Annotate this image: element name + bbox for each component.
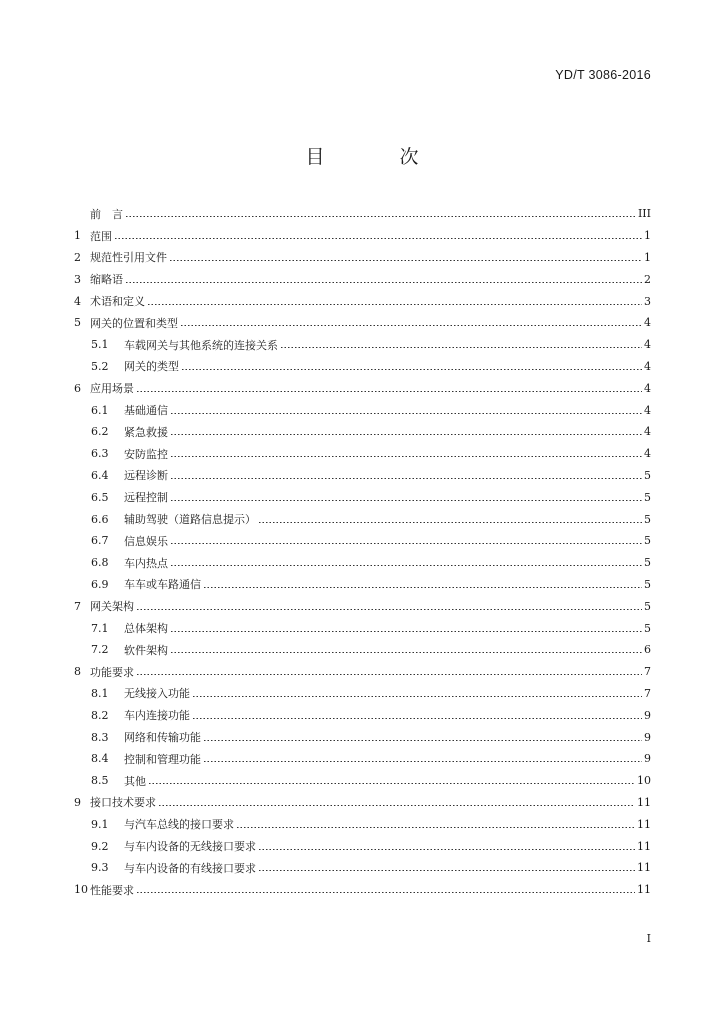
toc-entry[interactable] [74,770,651,792]
toc-entry-label: 基础通信 [124,404,168,418]
dot-leader [170,565,642,566]
toc-entry[interactable] [74,377,651,399]
toc-entry-label: 与车内设备的无线接口要求 [124,840,256,853]
dot-leader [170,631,642,632]
toc-entry-label: 远程控制 [124,491,168,505]
toc-entry[interactable] [74,443,651,465]
toc-entry-number: 6.3 [91,447,109,461]
toc-entry-number: 9.3 [91,861,109,875]
toc-entry-label: 性能要求 [90,883,134,897]
dot-leader [125,216,636,217]
toc-entry-label: 无线接入功能 [124,687,190,701]
dot-leader [258,870,635,871]
toc-entry[interactable] [74,835,651,857]
toc-entry-page: 5 [644,468,651,482]
toc-entry-page: 9 [644,730,651,744]
toc-entry[interactable] [74,312,651,334]
toc-entry-page: 6 [644,643,651,657]
toc-entry[interactable] [74,290,651,312]
toc-entry-page: 2 [644,272,651,286]
toc-entry[interactable] [74,465,651,487]
toc-entry-page: 5 [644,490,651,504]
toc-entry-number: 8.1 [91,686,109,700]
toc-entry-page: 4 [644,359,651,373]
dot-leader [170,434,642,435]
toc-entry-page: III [637,207,651,221]
toc-entry[interactable] [74,639,651,661]
dot-leader [170,543,642,544]
toc-entry[interactable] [74,726,651,748]
toc-entry-number: 1 [74,229,81,243]
toc-entry[interactable] [74,421,651,443]
toc-entry-label: 与车内设备的有线接口要求 [124,861,256,875]
toc-entry-number: 6.4 [91,468,109,482]
toc-entry-number: 5 [74,316,81,330]
toc-entry-page: 7 [644,665,651,679]
toc-entry[interactable] [74,203,651,225]
dot-leader [203,740,642,741]
dot-leader [203,761,642,762]
toc-entry[interactable] [74,356,651,378]
toc-entry-label: 功能要求 [90,665,134,679]
toc-entry-page: 4 [644,381,651,395]
toc-entry-number: 7 [74,599,81,613]
dot-leader [170,478,642,479]
dot-leader [203,587,642,588]
toc-entry-number: 2 [74,250,81,264]
toc-entry[interactable] [74,748,651,770]
toc-entry[interactable] [74,879,651,901]
toc-entry-label: 控制和管理功能 [124,752,201,766]
toc-entry-number: 6.9 [91,577,109,591]
toc-entry-label: 紧急救援 [124,425,168,439]
toc-entry-page: 10 [637,774,651,788]
toc-entry-label: 远程诊断 [124,469,168,483]
page-number: I [646,932,651,945]
toc-entry[interactable] [74,486,651,508]
toc-entry[interactable] [74,704,651,726]
toc-entry-number: 7.1 [91,621,109,635]
toc-entry-number: 9.2 [91,839,109,853]
toc-entry[interactable] [74,247,651,269]
dot-leader [192,696,642,697]
toc-entry-label: 前 言 [90,207,123,221]
toc-entry-label: 接口技术要求 [90,796,156,810]
toc-entry-page: 11 [637,883,651,897]
toc-entry-label: 缩略语 [90,273,123,287]
toc-entry-label: 网络和传输功能 [124,731,201,745]
dot-leader [170,500,642,501]
toc-entry[interactable] [74,530,651,552]
toc-entry-label: 网关的位置和类型 [90,316,178,330]
toc-entry-page: 5 [644,556,651,570]
toc-entry-number: 6 [74,381,81,395]
toc-entry-number: 6.5 [91,490,109,504]
standard-code: YD/T 3086-2016 [555,68,651,82]
toc-entry-label: 与汽车总线的接口要求 [124,818,234,832]
toc-entry-page: 11 [637,795,651,809]
toc-entry-page: 1 [644,229,651,243]
toc-entry-page: 7 [644,686,651,700]
dot-leader [280,347,642,348]
dot-leader [170,413,642,414]
toc-entry[interactable] [74,792,651,814]
toc-entry[interactable] [74,617,651,639]
toc-entry-number: 6.1 [91,403,109,417]
toc-entry-label: 安防监控 [124,447,168,461]
toc-entry-page: 4 [644,338,651,352]
dot-leader [147,304,642,305]
toc-entry-number: 9.1 [91,817,109,831]
toc-entry-label: 辅助驾驶（道路信息提示） [124,513,256,527]
toc-entry-label: 其他 [124,774,146,788]
toc-entry-number: 6.8 [91,556,109,570]
toc-entry[interactable] [74,857,651,879]
dot-leader [170,652,642,653]
toc-entry-page: 3 [644,294,651,308]
toc-entry-page: 4 [644,425,651,439]
toc-entry-number: 7.2 [91,643,109,657]
toc-entry-number: 4 [74,294,81,308]
toc-entry-page: 11 [637,839,651,853]
toc-entry-number: 3 [74,272,81,286]
toc-entry[interactable] [74,225,651,247]
dot-leader [169,260,642,261]
dot-leader [170,456,642,457]
toc-entry-label: 网关架构 [90,600,134,614]
toc-entry-number: 9 [74,795,81,809]
toc-entry-page: 5 [644,577,651,591]
toc-entry-label: 软件架构 [124,643,168,657]
toc-entry-page: 5 [644,534,651,548]
toc-entry[interactable] [74,334,651,356]
dot-leader [181,369,642,370]
toc-entry-number: 8.2 [91,708,109,722]
toc-entry-number: 8.4 [91,752,109,766]
toc-entry[interactable] [74,595,651,617]
toc-entry[interactable] [74,552,651,574]
dot-leader [258,849,635,850]
dot-leader [136,391,642,392]
dot-leader [114,238,642,239]
dot-leader [148,783,635,784]
dot-leader [236,827,635,828]
toc-entry-number: 6.7 [91,534,109,548]
toc-entry-label: 范围 [90,229,112,243]
toc-entry-number: 6.6 [91,512,109,526]
table-of-contents [74,203,651,901]
toc-entry-label: 车载网关与其他系统的连接关系 [124,338,278,352]
toc-entry-number: 8.5 [91,774,109,788]
toc-entry[interactable] [74,574,651,596]
page-title: 目 次 [305,146,447,168]
toc-entry-number: 6.2 [91,425,109,439]
toc-entry-number: 8.3 [91,730,109,744]
toc-entry-label: 车内热点 [124,556,168,570]
toc-entry[interactable] [74,661,651,683]
toc-entry[interactable] [74,683,651,705]
toc-entry[interactable] [74,268,651,290]
dot-leader [136,674,642,675]
toc-entry-label: 总体架构 [124,622,168,636]
toc-entry-page: 5 [644,621,651,635]
toc-entry-page: 1 [644,250,651,264]
toc-entry-page: 4 [644,447,651,461]
toc-entry-number: 8 [74,665,81,679]
toc-entry-label: 规范性引用文件 [90,251,167,265]
toc-entry-page: 9 [644,752,651,766]
dot-leader [192,718,642,719]
toc-entry-label: 网关的类型 [124,360,179,374]
dot-leader [258,522,642,523]
toc-entry-label: 术语和定义 [90,295,145,309]
toc-entry-page: 11 [637,861,651,875]
dot-leader [158,805,635,806]
toc-entry[interactable] [74,399,651,421]
toc-entry-label: 信息娱乐 [124,534,168,548]
dot-leader [136,892,635,893]
dot-leader [125,282,642,283]
toc-entry-number: 5.1 [91,338,109,352]
toc-entry-label: 车内连接功能 [124,709,190,723]
toc-entry-page: 5 [644,599,651,613]
toc-entry-page: 4 [644,403,651,417]
toc-entry[interactable] [74,813,651,835]
dot-leader [136,609,642,610]
toc-entry-label: 车车或车路通信 [124,578,201,592]
dot-leader [180,325,642,326]
toc-entry[interactable] [74,508,651,530]
toc-entry-page: 5 [644,512,651,526]
toc-entry-page: 11 [637,817,651,831]
toc-entry-number: 5.2 [91,359,109,373]
toc-entry-page: 9 [644,708,651,722]
toc-entry-number: 10 [74,883,88,897]
toc-entry-label: 应用场景 [90,382,134,396]
toc-entry-page: 4 [644,316,651,330]
